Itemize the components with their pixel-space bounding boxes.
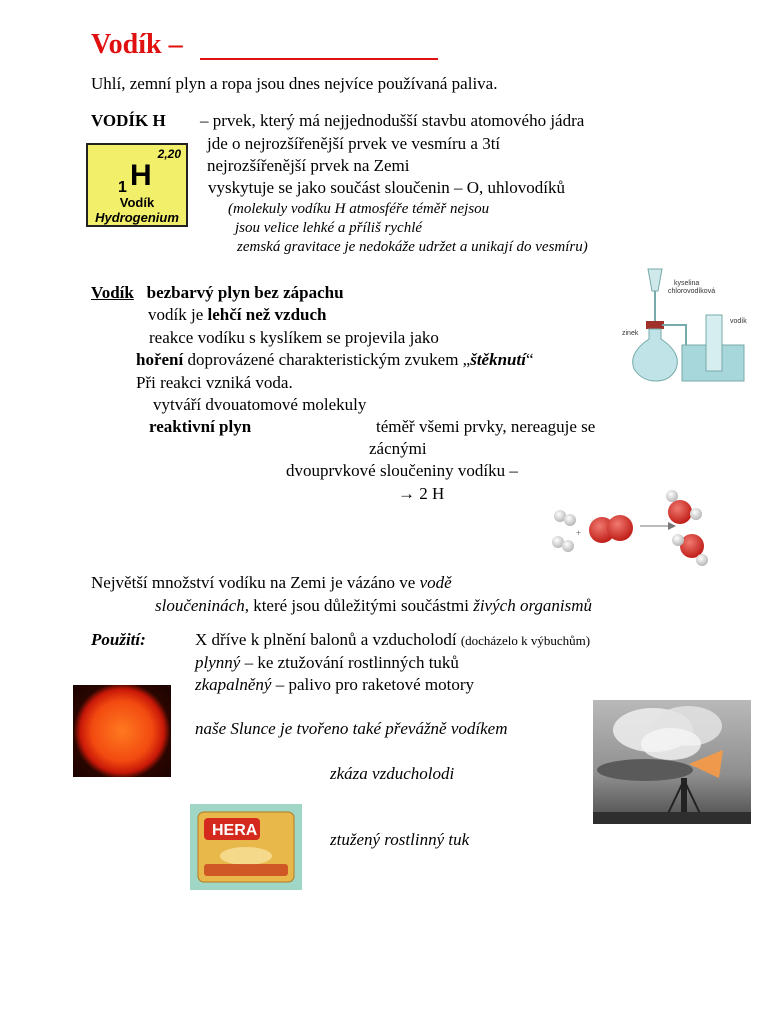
label-acid2: chlorovodíková [668,288,716,295]
section2-heading-rest: bezbarvý plyn bez zápachu [146,283,344,302]
hera-package-illustration [190,804,302,890]
uses-line1-main: X dříve k plnění balonů a vzducholodí [195,630,461,649]
line-molecules: vytváří dvouatomové molekuly [153,395,367,414]
burn-end: “ [525,350,534,369]
uses-line3-rest: – palivo pro raketové motory [271,675,475,694]
burn-italic: štěknutí [470,350,526,369]
section3-line2-italic: sloučeninách [155,596,245,615]
uses-line3-italic: zkapalněný [195,675,272,694]
section3-line2-italic2: živých organismů [473,596,593,615]
sun-caption: naše Slunce je tvořeno také převážně vodíkem [195,719,508,738]
line-lighter [148,305,327,325]
section1-note1: (molekuly vodíku H atmosféře téměř nejsou [228,201,490,217]
uses-line2 [195,653,459,673]
intro-text: Uhlí, zemní plyn a ropa jsou dnes nejvíce používaná paliva. [91,74,498,93]
uses-line2-rest: – ke ztužování rostlinných tuků [240,653,459,672]
tile-mass: 2,20 [157,147,181,161]
svg-text:+: + [576,528,582,538]
line-lighter-pre: vodík je [148,305,208,324]
reactive-rest: téměř všemi prvky, nereaguje se [376,417,596,436]
burn-rest: doprovázené charakteristickým zvukem „ [183,350,471,369]
line-water: Při reakci vzniká voda. [136,373,293,392]
section1-heading: VODÍK H [91,111,166,130]
tile-latin: Hydrogenium [95,210,179,225]
label-acid: kyselina [674,280,700,287]
hera-brand-text: HERA [212,822,258,839]
uses-line1 [195,630,590,650]
line-burn [136,350,534,370]
reactive-gas: reaktivní plyn [149,417,252,436]
section3-line1-italic: vodě [419,573,452,592]
section1-line4: vyskytuje se jako součást sloučenin – O, uhlovodíků [208,178,565,197]
noble-gases: zácnými [369,439,427,458]
line-lighter-bold: lehčí než vzduch [207,305,327,324]
section1-line1: – prvek, který má nejjednodušší stavbu atomového jádra [200,111,585,130]
title-underline [200,58,438,60]
tile-name: Vodík [119,195,155,210]
section3-line2 [155,596,592,616]
line-reaction: reakce vodíku s kyslíkem se projevila jako [149,328,439,347]
section2-heading: Vodík [91,283,134,302]
page-title: Vodík – [91,29,183,60]
reaction-arrow: → 2 H [398,484,445,503]
element-tile-hydrogen [86,143,188,227]
uses-line2-italic: plynný [195,653,241,672]
section3-line1-pre: Největší množství vodíku na Zemi je vázáno ve [91,573,420,592]
airship-disaster-photo [593,700,751,824]
binary-compounds: dvouprvkové sloučeniny vodíku – [286,461,518,480]
tile-symbol: H [130,159,152,192]
hydrogen-apparatus-illustration [606,265,750,385]
fat-caption: ztužený rostlinný tuk [330,830,470,849]
molecule-reaction-illustration [546,484,716,568]
uses-line1-small: (docházelo k výbuchům) [460,633,591,648]
airship-illustration [593,700,751,824]
section2-heading-row [91,283,344,303]
label-hydrogen: vodík [730,318,747,325]
tile-number: 1 [118,179,127,196]
section1-note2: jsou velice lehké a příliš rychlé [235,220,423,236]
uses-heading: Použití: [91,630,146,649]
sun-photo [73,685,171,777]
uses-line3 [195,675,474,695]
section3-line1 [91,573,452,593]
section1-note3: zemská gravitace je nedokáže udržet a unikají do vesmíru) [237,239,588,255]
label-zinc: zinek [622,330,639,337]
airship-caption: zkáza vzducholodi [330,764,455,783]
section3-line2-mid: , které jsou důležitými součástmi [244,596,474,615]
burn-bold: hoření [136,350,184,369]
hera-margarine-photo [190,804,302,890]
section1-line3: nejrozšířenější prvek na Zemi [207,156,410,175]
section1-line2: jde o nejrozšířenější prvek ve vesmíru a 3tí [207,134,501,153]
